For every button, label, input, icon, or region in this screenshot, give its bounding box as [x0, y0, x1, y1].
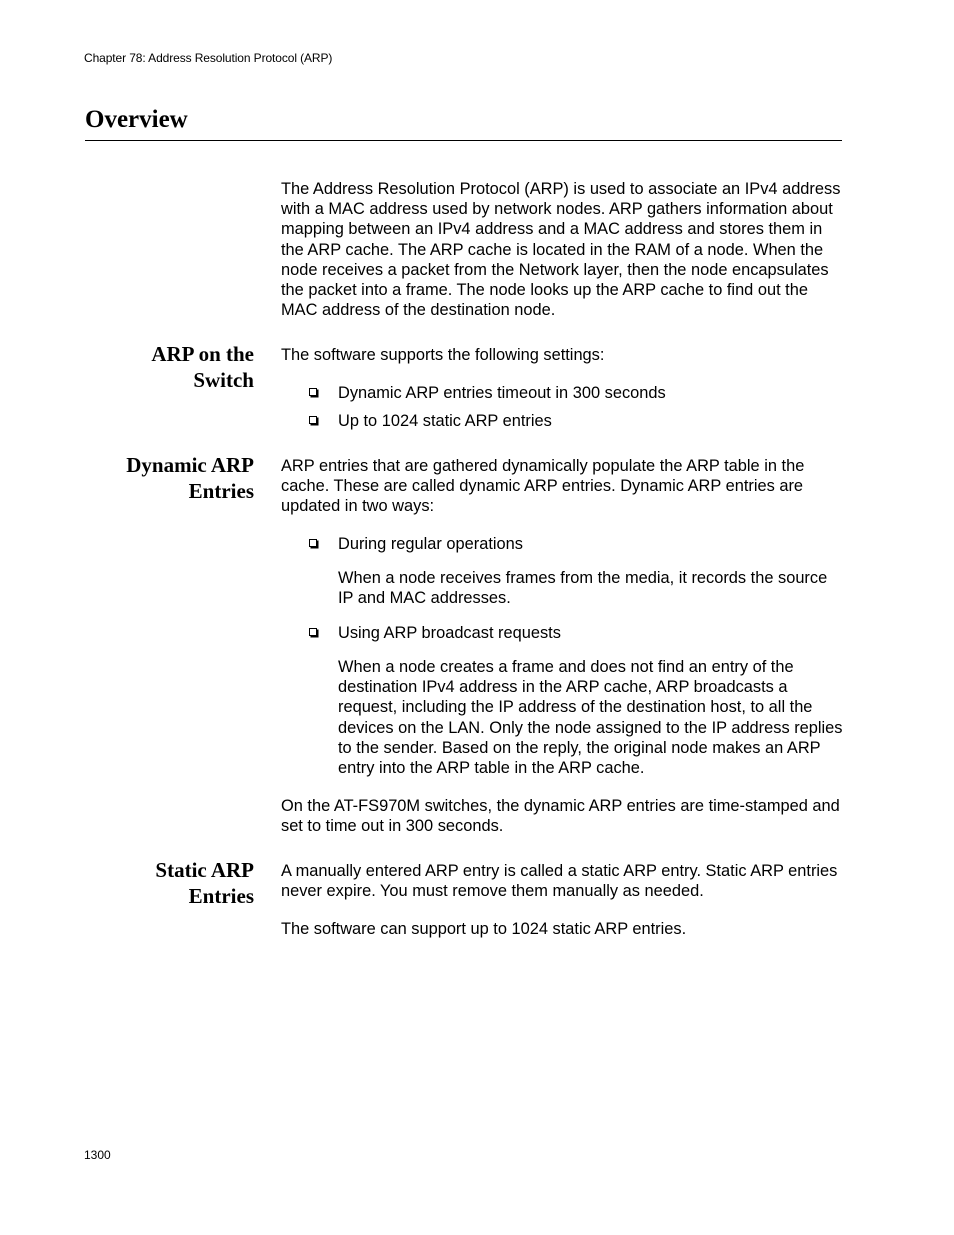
heading-line: Entries: [188, 479, 254, 503]
heading-static-arp-entries: [95, 857, 254, 909]
list-item-detail: When a node receives frames from the media, it records the source IP and MAC addresses.: [338, 569, 828, 608]
square-bullet-icon: [309, 539, 317, 547]
square-bullet-icon: [309, 416, 317, 424]
square-bullet-icon: [309, 388, 317, 396]
static-paragraph-1: A manually entered ARP entry is called a static ARP entry. Static ARP entries never expire. You must remove them manually as needed.: [281, 862, 838, 901]
square-bullet-icon: [309, 628, 317, 636]
dynamic-closing: On the AT-FS970M switches, the dynamic ARP entries are time-stamped and set to time out in 300 seconds.: [281, 797, 840, 836]
list-item-text: Using ARP broadcast requests: [338, 624, 561, 642]
page-title: Overview: [85, 106, 188, 133]
heading-dynamic-arp-entries: [95, 452, 254, 504]
heading-line: Dynamic ARP: [126, 453, 254, 477]
title-divider: [85, 140, 842, 141]
heading-arp-on-switch: [95, 341, 254, 393]
heading-line: Static ARP: [155, 858, 254, 882]
heading-line: ARP on the: [151, 342, 254, 366]
list-item-text: Up to 1024 static ARP entries: [338, 412, 552, 430]
list-item-text: During regular operations: [338, 535, 523, 553]
running-header: Chapter 78: Address Resolution Protocol (ARP): [84, 51, 333, 65]
page-number: 1300: [84, 1148, 111, 1162]
intro-paragraph: The Address Resolution Protocol (ARP) is used to associate an IPv4 address with a MAC address used by network nodes. ARP gathers information about mapping between an IPv4 address and a MAC address and stores them in the ARP cache. The ARP cache is located in the RAM of a node. When the node receives a packet from the Network layer, then the node encapsulates the packet into a frame. The node looks up the ARP cache to find out the MAC address of the destination node.: [281, 180, 841, 320]
static-paragraph-2: The software can support up to 1024 static ARP entries.: [281, 920, 687, 938]
heading-line: Entries: [188, 884, 254, 908]
heading-line: Switch: [193, 368, 254, 392]
arp-switch-lead: The software supports the following settings:: [281, 346, 605, 364]
dynamic-lead: ARP entries that are gathered dynamically populate the ARP table in the cache. These are called dynamic ARP entries. Dynamic ARP entries are updated in two ways:: [281, 457, 805, 516]
list-item-detail: When a node creates a frame and does not find an entry of the destination IPv4 address in the ARP cache, ARP broadcasts a request, including the IP address of the destination host, to all the devices on the LAN. Only the node assigned to the IP address replies to the sender. Based on the reply, the original node makes an ARP entry into the ARP table in the ARP cache.: [338, 658, 843, 778]
list-item-text: Dynamic ARP entries timeout in 300 seconds: [338, 384, 666, 402]
